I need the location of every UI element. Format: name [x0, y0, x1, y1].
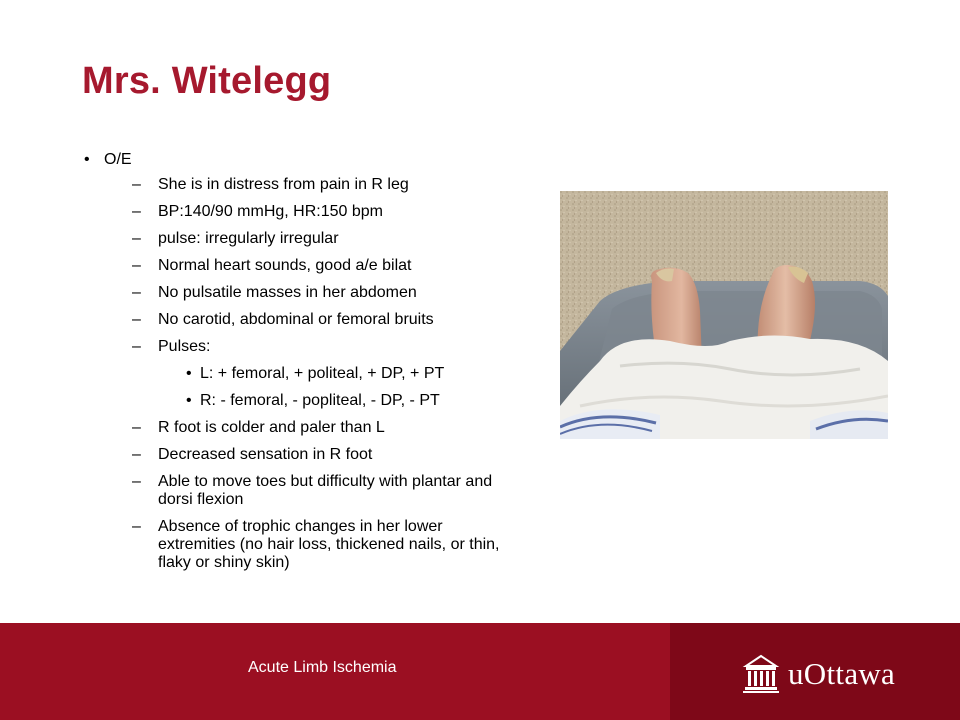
sub-bullet-item	[84, 257, 524, 275]
dash-marker: –	[132, 311, 141, 328]
sub-bullet-text: Decreased sensation in R foot	[158, 446, 373, 463]
bullet-item	[84, 150, 524, 169]
sub-sub-bullet-text: L: + femoral, + politeal, + DP, + PT	[200, 365, 445, 382]
sub-bullet-item	[84, 284, 524, 302]
sub-bullet-item	[84, 419, 524, 437]
bullet-marker: •	[186, 365, 192, 382]
sub-sub-bullet-item	[84, 392, 524, 410]
dash-marker: –	[132, 257, 141, 274]
sub-bullet-text: Pulses:	[158, 338, 211, 355]
dash-marker: –	[132, 230, 141, 247]
footer-left-panel	[0, 623, 670, 720]
sub-sub-bullet-item	[84, 365, 524, 383]
sub-bullet-text: Absence of trophic changes in her lower extremities (no hair loss, thickened nails, or thin, flaky or shiny skin)	[158, 518, 500, 571]
dash-marker: –	[132, 338, 141, 355]
sub-bullet-text: pulse: irregularly irregular	[158, 230, 339, 247]
university-building-icon	[742, 654, 780, 694]
dash-marker: –	[132, 518, 141, 535]
feet-photo	[560, 191, 888, 439]
dash-marker: –	[132, 446, 141, 463]
sub-bullet-item	[84, 446, 524, 464]
dash-marker: –	[132, 419, 141, 436]
sub-bullet-item	[84, 311, 524, 329]
slide-content	[84, 150, 524, 581]
sub-bullet-text: BP:140/90 mmHg, HR:150 bpm	[158, 203, 383, 220]
bullet-text: O/E	[104, 151, 132, 168]
dash-marker: –	[132, 176, 141, 193]
sub-bullet-item	[84, 176, 524, 194]
dash-marker: –	[132, 284, 141, 301]
sub-bullet-item	[84, 203, 524, 221]
sub-bullet-item	[84, 518, 524, 572]
feet-photo-icon	[560, 191, 888, 439]
bullet-marker: •	[186, 392, 192, 409]
sub-bullet-item	[84, 338, 524, 356]
sub-bullet-text: No pulsatile masses in her abdomen	[158, 284, 417, 301]
dash-marker: –	[132, 473, 141, 490]
dash-marker: –	[132, 203, 141, 220]
sub-bullet-text: She is in distress from pain in R leg	[158, 176, 409, 193]
footer-course-title: Acute Limb Ischemia	[248, 659, 397, 676]
logo-text: uOttawa	[788, 656, 896, 691]
sub-bullet-text: Able to move toes but difficulty with plantar and dorsi flexion	[158, 473, 493, 508]
sub-sub-bullet-text: R: - femoral, - popliteal, - DP, - PT	[200, 392, 440, 409]
sub-bullet-item	[84, 230, 524, 248]
sub-bullet-item	[84, 473, 524, 509]
sub-bullet-text: R foot is colder and paler than L	[158, 419, 385, 436]
slide-title: Mrs. Witelegg	[82, 60, 332, 102]
sub-bullet-text: No carotid, abdominal or femoral bruits	[158, 311, 434, 328]
uottawa-logo	[742, 654, 895, 694]
bullet-marker: •	[84, 151, 90, 168]
sub-bullet-text: Normal heart sounds, good a/e bilat	[158, 257, 412, 274]
